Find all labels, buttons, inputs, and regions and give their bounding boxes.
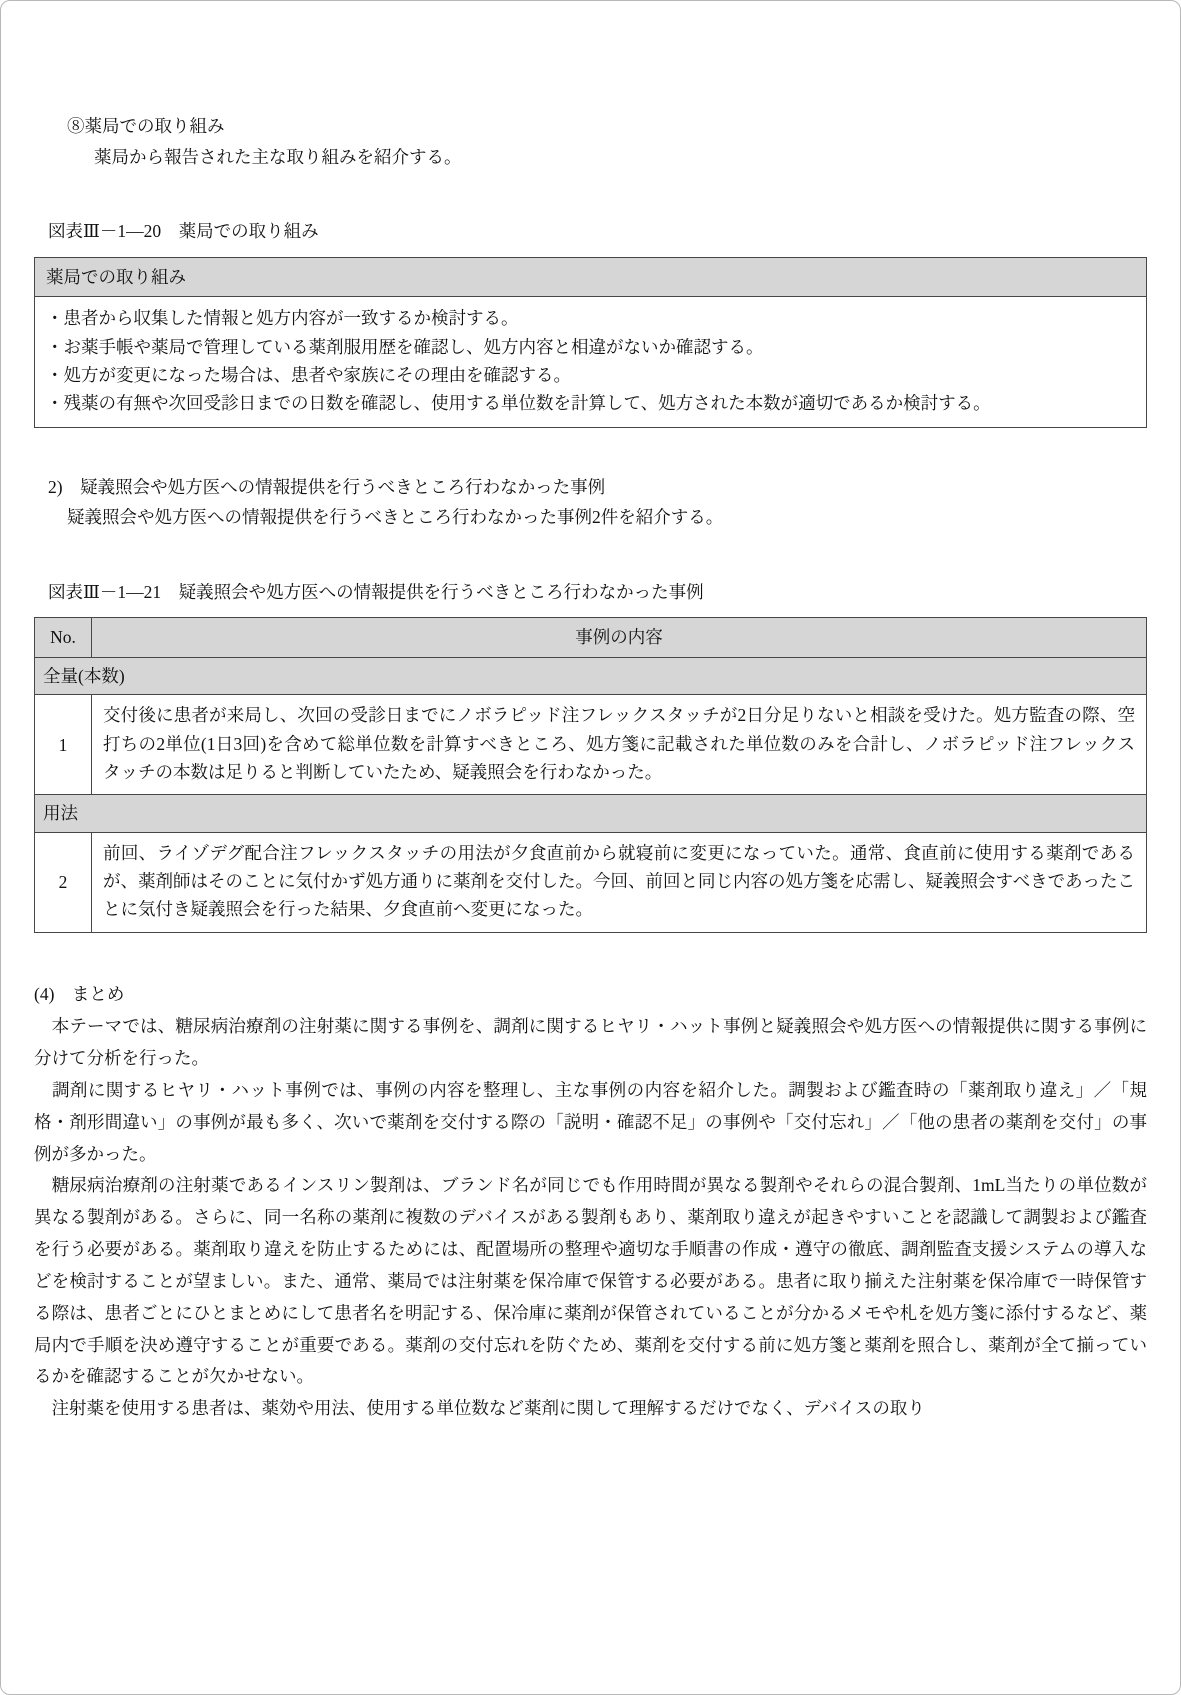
summary-paragraph: 本テーマでは、糖尿病治療剤の注射薬に関する事例を、調剤に関するヒヤリ・ハット事例と疑義照会や処方医への情報提供に関する事例に分けて分析を行った。 xyxy=(34,1016,1147,1069)
case-description: 交付後に患者が来局し、次回の受診日までにノボラピッド注フレックスタッチが2日分足りないと相談を受けた。処方監査の際、空打ちの2単位(1日3回)を含めて総単位数を計算すべきところ、処方箋に記載された単位数のみを合計し、ノボラピッド注フレックスタッチの本数は足りると判断していたため、疑義照会を行わなかった。 xyxy=(92,695,1147,795)
section-intro-cases: 疑義照会や処方医への情報提供を行うべきところ行わなかった事例2件を紹介する。 xyxy=(67,507,724,528)
cases-category-quantity: 全量(本数) xyxy=(35,657,1147,694)
initiative-item: ・患者から収集した情報と処方内容が一致するか検討する。 xyxy=(46,308,519,329)
cases-category-row xyxy=(35,795,1147,832)
section-inquiry-cases xyxy=(34,472,1147,933)
initiatives-table xyxy=(34,257,1147,428)
cases-col-header-no: No. xyxy=(35,618,92,657)
initiatives-table-body-row xyxy=(35,297,1147,427)
initiative-item: ・お薬手帳や薬局で管理している薬剤服用歴を確認し、処方内容と相違がないか確認する。 xyxy=(46,336,764,357)
case-description: 前回、ライゾデグ配合注フレックスタッチの用法が夕食直前から就寝前に変更になっていた。通常、食直前に使用する薬剤であるが、薬剤師はそのことに気付かず処方通りに薬剤を交付した。今回、前回と同じ内容の処方箋を応需し、疑義照会すべきであったことに気付き疑義照会を行った結果、夕食直前へ変更になった。 xyxy=(92,832,1147,932)
cases-category-usage: 用法 xyxy=(35,795,1147,832)
cases-col-header-content: 事例の内容 xyxy=(92,618,1147,657)
section-summary xyxy=(34,979,1147,1426)
section-intro-initiatives: 薬局から報告された主な取り組みを紹介する。 xyxy=(94,146,462,167)
cases-table xyxy=(34,617,1147,932)
summary-paragraph: 調剤に関するヒヤリ・ハット事例では、事例の内容を整理し、主な事例の内容を紹介した。調製および鑑査時の「薬剤取り違え」／「規格・剤形間違い」の事例が最も多く、次いで薬剤を交付する際の「説明・確認不足」の事例や「交付忘れ」／「他の患者の薬剤を交付」の事例が多かった。 xyxy=(34,1079,1147,1164)
initiative-item: ・処方が変更になった場合は、患者や家族にその理由を確認する。 xyxy=(46,364,571,385)
section-heading-initiatives: ⑧薬局での取り組み xyxy=(67,116,225,136)
case-row xyxy=(35,695,1147,795)
figure-caption-20: 図表Ⅲ－1—20 薬局での取り組み xyxy=(48,221,319,242)
initiative-item: ・残薬の有無や次回受診日までの日数を確認し、使用する単位数を計算して、処方された本数が適切であるか検討する。 xyxy=(46,393,991,414)
summary-paragraph: 注射薬を使用する患者は、薬効や用法、使用する単位数など薬剤に関して理解するだけでなく、デバイスの取り xyxy=(34,1398,925,1419)
initiatives-table-body-cell xyxy=(35,297,1147,427)
figure-caption-21: 図表Ⅲ－1—21 疑義照会や処方医への情報提供を行うべきところ行わなかった事例 xyxy=(48,581,704,602)
case-number: 1 xyxy=(35,695,92,795)
cases-table-header-row xyxy=(35,618,1147,657)
initiatives-table-header-row xyxy=(35,257,1147,296)
case-number: 2 xyxy=(35,832,92,932)
summary-heading: (4) まとめ xyxy=(34,983,125,1004)
case-row xyxy=(35,832,1147,932)
initiatives-table-header: 薬局での取り組み xyxy=(35,257,1147,296)
cases-category-row xyxy=(35,657,1147,694)
section-heading-cases: 2) 疑義照会や処方医への情報提供を行うべきところ行わなかった事例 xyxy=(48,476,606,497)
summary-paragraph: 糖尿病治療剤の注射薬であるインスリン製剤は、ブランド名が同じでも作用時間が異なる製剤やそれらの混合製剤、1mL当たりの単位数が異なる製剤がある。さらに、同一名称の薬剤に複数のデバイスがある製剤もあり、薬剤取り違えが起きやすいことを認識して調製および鑑査を行う必要がある。薬剤取り違えを防止するためには、配置場所の整理や適切な手順書の作成・遵守の徹底、調剤監査支援システムの導入などを検討することが望ましい。また、通常、薬局では注射薬を保冷庫で保管する必要がある。患者に取り揃えた注射薬を保冷庫で一時保管する際は、患者ごとにひとまとめにして患者名を明記する、保冷庫に薬剤が保管されていることが分かるメモや札を処方箋に添付するなど、薬局内で手順を決め遵守することが重要である。薬剤の交付忘れを防ぐため、薬剤を交付する前に処方箋と薬剤を照合し、薬剤が全て揃っているかを確認することが欠かせない。 xyxy=(34,1175,1147,1387)
section-pharmacy-initiatives xyxy=(34,111,1147,428)
